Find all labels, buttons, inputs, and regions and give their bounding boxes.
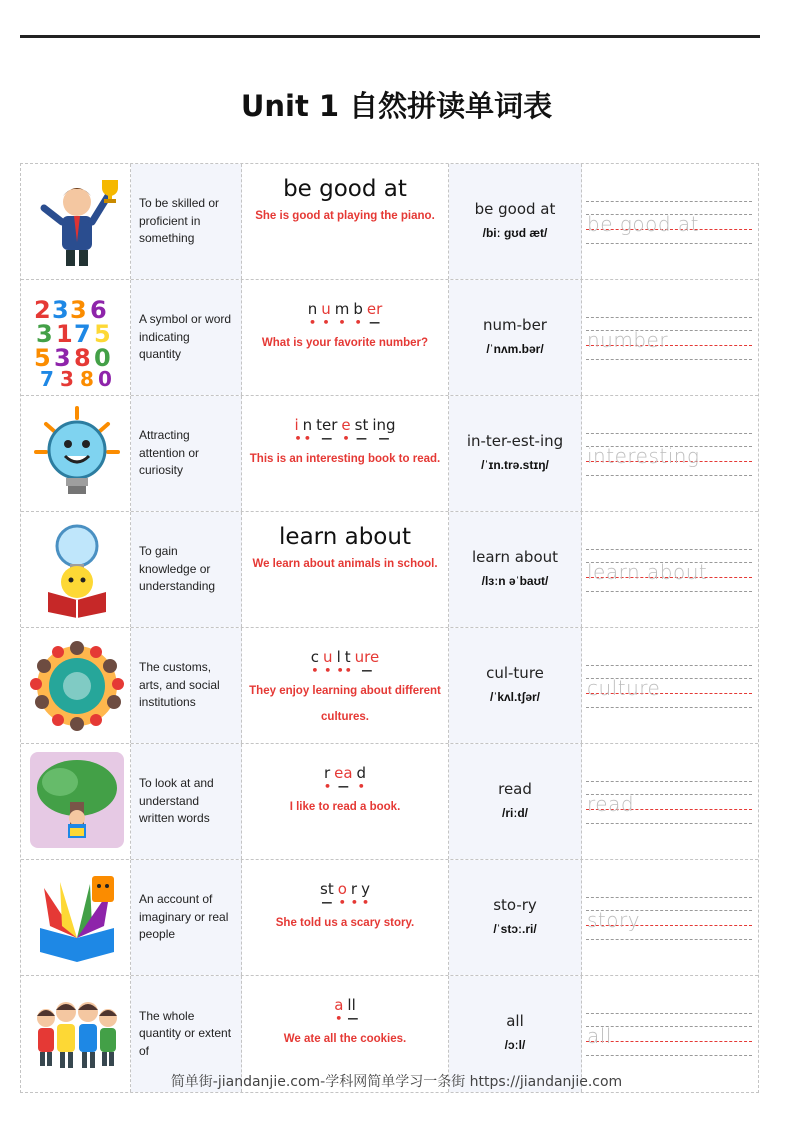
illustration-cell xyxy=(21,512,131,627)
reading-bulb-icon xyxy=(29,520,124,620)
definition-cell xyxy=(131,164,242,279)
trace-word: interesting xyxy=(587,444,700,468)
phonics-part-text: st xyxy=(320,880,334,898)
table-row xyxy=(21,744,758,860)
phonics-part xyxy=(372,416,396,445)
short-sound-dot: • xyxy=(322,316,330,329)
phonics-part xyxy=(323,648,333,677)
phonics-part-text: n xyxy=(307,300,318,318)
handwriting-lines xyxy=(586,317,752,362)
short-sound-dot: • xyxy=(357,780,365,793)
phonics-word xyxy=(242,880,448,909)
guide-line xyxy=(586,939,752,940)
handwriting-lines xyxy=(586,433,752,478)
short-sound-dot: • xyxy=(338,316,346,329)
phonics-part xyxy=(356,764,367,793)
trophy-man-icon xyxy=(29,172,124,272)
phonics-part-text: ter xyxy=(316,416,338,434)
syllable-text: cul-ture xyxy=(486,664,544,682)
phonics-part xyxy=(321,300,331,329)
guide-line xyxy=(586,591,752,592)
example-sentence: She is good at playing the piano. xyxy=(255,210,435,222)
handwriting-cell xyxy=(582,396,758,511)
guide-line xyxy=(586,201,752,202)
word-cell xyxy=(242,744,449,859)
guide-line xyxy=(586,433,752,434)
phonetic-text: /biː ɡʊd æt/ xyxy=(482,226,548,240)
phonics-part-text: r xyxy=(323,764,331,782)
phonics-word xyxy=(242,996,448,1025)
trace-word: number xyxy=(587,328,669,352)
trace-word: all xyxy=(587,1024,612,1048)
definition-text: An account of imaginary or real people xyxy=(139,892,229,942)
short-sound-dot: • xyxy=(362,896,370,909)
syllable-cell xyxy=(449,396,582,511)
phonics-part xyxy=(334,764,353,793)
word-table xyxy=(20,163,759,1093)
guide-line xyxy=(586,897,752,898)
word-text: learn about xyxy=(279,524,411,550)
handwriting-cell xyxy=(582,628,758,743)
sound-bar: — xyxy=(321,896,333,909)
short-sound-dot: • xyxy=(342,432,350,445)
phonetic-text: /riːd/ xyxy=(502,806,528,820)
word-cell xyxy=(242,280,449,395)
word-cell xyxy=(242,860,449,975)
trace-word: story xyxy=(587,908,641,932)
numbers-icon xyxy=(29,288,124,388)
short-sound-dot: • xyxy=(335,1012,343,1025)
syllable-text: all xyxy=(506,1012,524,1030)
handwriting-lines xyxy=(586,549,752,594)
phonics-part-text: t xyxy=(344,648,351,666)
handwriting-cell xyxy=(582,512,758,627)
short-sound-dot: • xyxy=(323,780,331,793)
sound-bar: — xyxy=(355,432,367,445)
handwriting-lines xyxy=(586,665,752,710)
page-title: Unit 1 自然拼读单词表 xyxy=(240,89,553,123)
definition-cell xyxy=(131,280,242,395)
definition-cell xyxy=(131,860,242,975)
short-sound-dot: • xyxy=(350,896,358,909)
phonics-part-text: o xyxy=(337,880,347,898)
phonics-part-text: i xyxy=(294,416,299,434)
phonics-part-text: m xyxy=(334,300,350,318)
illustration-cell xyxy=(21,744,131,859)
phonics-part xyxy=(334,996,344,1025)
phonics-part xyxy=(347,996,359,1025)
phonics-part xyxy=(337,880,347,909)
definition-text: To gain knowledge or understanding xyxy=(139,544,216,594)
short-sound-dot: • xyxy=(324,664,332,677)
guide-line xyxy=(586,317,752,318)
word-cell xyxy=(242,628,449,743)
illustration-cell xyxy=(21,860,131,975)
definition-text: The customs, arts, and social institutions xyxy=(139,660,220,710)
example-sentence: She told us a scary story. xyxy=(275,917,415,929)
phonics-part xyxy=(294,416,302,445)
handwriting-cell xyxy=(582,280,758,395)
table-row xyxy=(21,628,758,744)
phonetic-text: /ˈkʌl.tʃər/ xyxy=(489,690,540,704)
guide-line xyxy=(586,707,752,708)
guide-line xyxy=(586,665,752,666)
definition-text: To be skilled or proficient in something xyxy=(139,196,220,246)
phonics-part xyxy=(307,300,318,329)
table-row xyxy=(21,280,758,396)
phonics-part xyxy=(350,880,358,909)
definition-cell xyxy=(131,512,242,627)
phonics-part xyxy=(334,300,350,329)
example-sentence: What is your favorite number? xyxy=(261,337,429,349)
phonics-part-text: ll xyxy=(347,996,356,1014)
short-sound-dot: • xyxy=(338,896,346,909)
phonics-part xyxy=(336,648,344,677)
phonics-part xyxy=(341,416,351,445)
phonics-part xyxy=(323,764,331,793)
table-row xyxy=(21,164,758,280)
phonics-word xyxy=(242,648,448,677)
illustration-cell xyxy=(21,164,131,279)
word-text: be good at xyxy=(283,176,407,202)
definition-text: To look at and understand written words xyxy=(139,776,214,826)
syllable-cell xyxy=(449,512,582,627)
people-circle-icon xyxy=(29,636,124,736)
definition-cell xyxy=(131,628,242,743)
word-cell xyxy=(242,164,449,279)
kids-group-icon xyxy=(29,984,124,1084)
phonics-part-text: er xyxy=(366,300,383,318)
phonics-part xyxy=(361,880,370,909)
definition-cell xyxy=(131,396,242,511)
sound-bar: — xyxy=(378,432,390,445)
trace-word: be good at xyxy=(587,212,699,236)
guide-line xyxy=(586,1055,752,1056)
handwriting-lines xyxy=(586,201,752,246)
phonics-word xyxy=(242,416,448,445)
tree-reader-icon xyxy=(29,752,124,852)
sound-bar: — xyxy=(347,1012,359,1025)
definition-text: Attracting attention or curiosity xyxy=(139,428,200,478)
short-sound-dot: • xyxy=(303,432,311,445)
phonetic-text: /ˈnʌm.bər/ xyxy=(486,342,544,356)
example-sentence: This is an interesting book to read. xyxy=(249,453,441,465)
phonics-part xyxy=(310,648,320,677)
handwriting-cell xyxy=(582,860,758,975)
handwriting-cell xyxy=(582,164,758,279)
guide-line xyxy=(586,475,752,476)
lightbulb-icon xyxy=(29,404,124,504)
phonics-part xyxy=(320,880,334,909)
handwriting-lines xyxy=(586,1013,752,1058)
syllable-text: num-ber xyxy=(483,316,547,334)
phonics-part-text: r xyxy=(350,880,358,898)
trace-word: read xyxy=(587,792,635,816)
example-sentence: We ate all the cookies. xyxy=(283,1033,407,1045)
trace-word: learn about xyxy=(587,560,708,584)
phonics-part-text: ure xyxy=(354,648,380,666)
syllable-text: be good at xyxy=(474,200,556,218)
phonics-part-text: u xyxy=(321,300,331,318)
table-row xyxy=(21,396,758,512)
short-sound-dot: • xyxy=(336,664,344,677)
word-cell xyxy=(242,512,449,627)
short-sound-dot: • xyxy=(354,316,362,329)
table-row xyxy=(21,512,758,628)
syllable-cell xyxy=(449,628,582,743)
guide-line xyxy=(586,549,752,550)
syllable-cell xyxy=(449,280,582,395)
syllable-text: learn about xyxy=(471,548,559,566)
phonics-part-text: e xyxy=(341,416,351,434)
sound-bar: — xyxy=(337,780,349,793)
guide-line xyxy=(586,823,752,824)
phonics-part xyxy=(354,648,380,677)
phonics-part-text: d xyxy=(356,764,367,782)
open-book-icon xyxy=(29,868,124,968)
sound-bar: — xyxy=(321,432,333,445)
phonics-part xyxy=(354,416,369,445)
example-sentence: I like to read a book. xyxy=(289,801,401,813)
syllable-text: sto-ry xyxy=(493,896,537,914)
phonics-part-text: ing xyxy=(372,416,396,434)
handwriting-lines xyxy=(586,897,752,942)
short-sound-dot: • xyxy=(344,664,352,677)
phonics-part-text: n xyxy=(302,416,313,434)
phonics-part-text: a xyxy=(334,996,344,1014)
phonics-part-text: st xyxy=(354,416,369,434)
guide-line xyxy=(586,359,752,360)
handwriting-lines xyxy=(586,781,752,826)
phonics-part xyxy=(353,300,363,329)
word-cell xyxy=(242,396,449,511)
short-sound-dot: • xyxy=(308,316,316,329)
definition-text: The whole quantity or extent of xyxy=(139,1008,232,1058)
sound-bar: — xyxy=(369,316,381,329)
footer-watermark: 简单街-jiandanjie.com-学科网简单学习一条街 https://jiandanjie.com xyxy=(170,1074,623,1090)
syllable-cell xyxy=(449,164,582,279)
syllable-text: in-ter-est-ing xyxy=(466,432,564,450)
phonics-part-text: l xyxy=(336,648,341,666)
syllable-cell xyxy=(449,860,582,975)
phonics-part xyxy=(302,416,313,445)
phonics-part-text: c xyxy=(310,648,320,666)
phonetic-text: /ˈstɔː.ri/ xyxy=(493,922,537,936)
handwriting-cell xyxy=(582,744,758,859)
phonics-part xyxy=(366,300,383,329)
short-sound-dot: • xyxy=(311,664,319,677)
phonics-part-text: ea xyxy=(334,764,353,782)
phonics-part-text: y xyxy=(361,880,370,898)
syllable-text: read xyxy=(498,780,532,798)
trace-word: culture xyxy=(587,676,661,700)
definition-text: A symbol or word indicating quantity xyxy=(139,312,232,362)
phonetic-text: /ɔːl/ xyxy=(504,1038,526,1052)
syllable-cell xyxy=(449,744,582,859)
illustration-cell xyxy=(21,396,131,511)
illustration-cell xyxy=(21,280,131,395)
phonics-word xyxy=(242,300,448,329)
phonics-word xyxy=(242,764,448,793)
phonetic-text: /ˈɪn.trə.stɪŋ/ xyxy=(481,458,549,472)
definition-cell xyxy=(131,744,242,859)
sound-bar: — xyxy=(361,664,373,677)
phonics-part-text: u xyxy=(323,648,333,666)
phonetic-text: /lɜːn əˈbaʊt/ xyxy=(481,574,549,588)
example-sentence: We learn about animals in school. xyxy=(252,558,438,570)
phonics-part xyxy=(344,648,352,677)
phonics-part xyxy=(316,416,338,445)
illustration-cell xyxy=(21,628,131,743)
example-sentence: They enjoy learning about different cultures. xyxy=(249,685,441,723)
top-rule xyxy=(20,35,760,38)
phonics-part-text: b xyxy=(353,300,363,318)
guide-line xyxy=(586,243,752,244)
table-row xyxy=(21,860,758,976)
guide-line xyxy=(586,781,752,782)
guide-line xyxy=(586,1013,752,1014)
short-sound-dot: • xyxy=(294,432,302,445)
